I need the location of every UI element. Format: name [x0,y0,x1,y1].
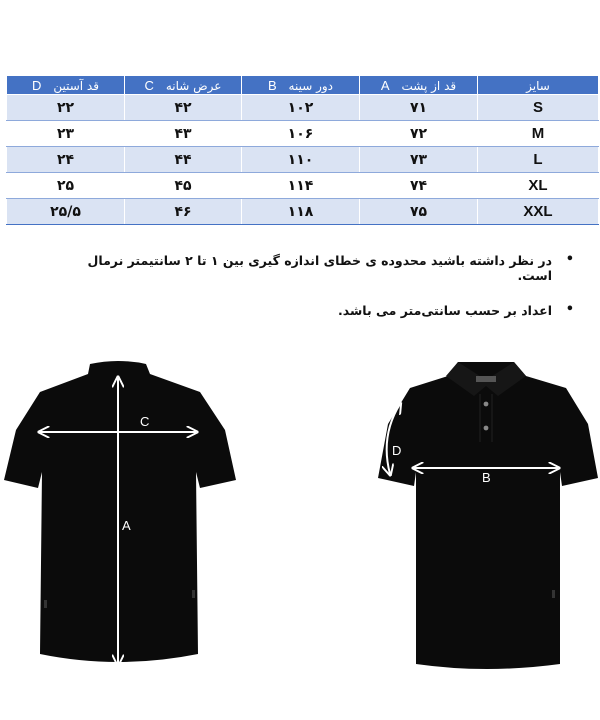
cell-back-length: ۷۴ [360,173,478,199]
note-measurement-error: • در نظر داشته باشید محدوده ی خطای اندازه گیری بین ۱ تا ۲ سانتیمتر نرمال است. [58,253,578,283]
cell-sleeve: ۲۵/۵ [7,199,125,225]
shirt-back-diagram [0,352,240,672]
header-letter-b: B [267,77,277,93]
cell-sleeve: ۲۲ [7,95,125,121]
cell-size: L [478,147,599,173]
cell-size: M [478,121,599,147]
cell-chest: ۱۱۸ [242,199,360,225]
cell-shoulder: ۴۶ [125,199,242,225]
cell-back-length: ۷۳ [360,147,478,173]
cell-size: XL [478,173,599,199]
cell-shoulder: ۴۴ [125,147,242,173]
table-header-row [7,76,599,95]
header-shoulder-width [125,76,242,95]
cell-size: S [478,95,599,121]
cell-sleeve: ۲۴ [7,147,125,173]
header-label-c: عرض شانه [165,78,222,93]
cell-chest: ۱۱۴ [242,173,360,199]
header-letter-d: D [32,77,42,93]
cell-size: XXL [478,199,599,225]
cell-chest: ۱۰۲ [242,95,360,121]
cell-back-length: ۷۵ [360,199,478,225]
table-row [7,147,599,173]
button [484,426,489,431]
header-sleeve-length [7,76,125,95]
table-row [7,121,599,147]
header-label-a: قد از پشت [401,78,457,93]
label-b: B [482,470,491,485]
table-row [7,95,599,121]
cell-shoulder: ۴۵ [125,173,242,199]
header-letter-a: A [380,77,390,93]
collar-label [476,376,496,382]
cell-chest: ۱۱۰ [242,147,360,173]
header-chest [242,76,360,95]
header-label-size: سایز [526,78,550,93]
side-vent [192,590,195,598]
button [484,402,489,407]
header-label-d: قد آستین [53,78,99,93]
size-chart-table [6,75,599,225]
notes-list [58,253,578,338]
header-size [478,76,599,95]
cell-shoulder: ۴۳ [125,121,242,147]
label-a: A [122,518,131,533]
header-label-b: دور سینه [288,78,334,93]
cell-shoulder: ۴۲ [125,95,242,121]
note-units: • اعداد بر حسب سانتی‌متر می باشد. [58,303,578,318]
side-vent [44,600,47,608]
table-row [7,199,599,225]
cell-back-length: ۷۲ [360,121,478,147]
header-back-length [360,76,478,95]
header-letter-c: C [144,77,154,93]
cell-sleeve: ۲۳ [7,121,125,147]
label-d: D [392,443,402,458]
side-vent [552,590,555,598]
shirt-back-body [4,361,236,662]
shirt-front-body [378,362,598,669]
cell-sleeve: ۲۵ [7,173,125,199]
cell-chest: ۱۰۶ [242,121,360,147]
cell-back-length: ۷۱ [360,95,478,121]
shirt-front-diagram [376,358,600,676]
label-c: C [140,414,150,429]
table-row [7,173,599,199]
